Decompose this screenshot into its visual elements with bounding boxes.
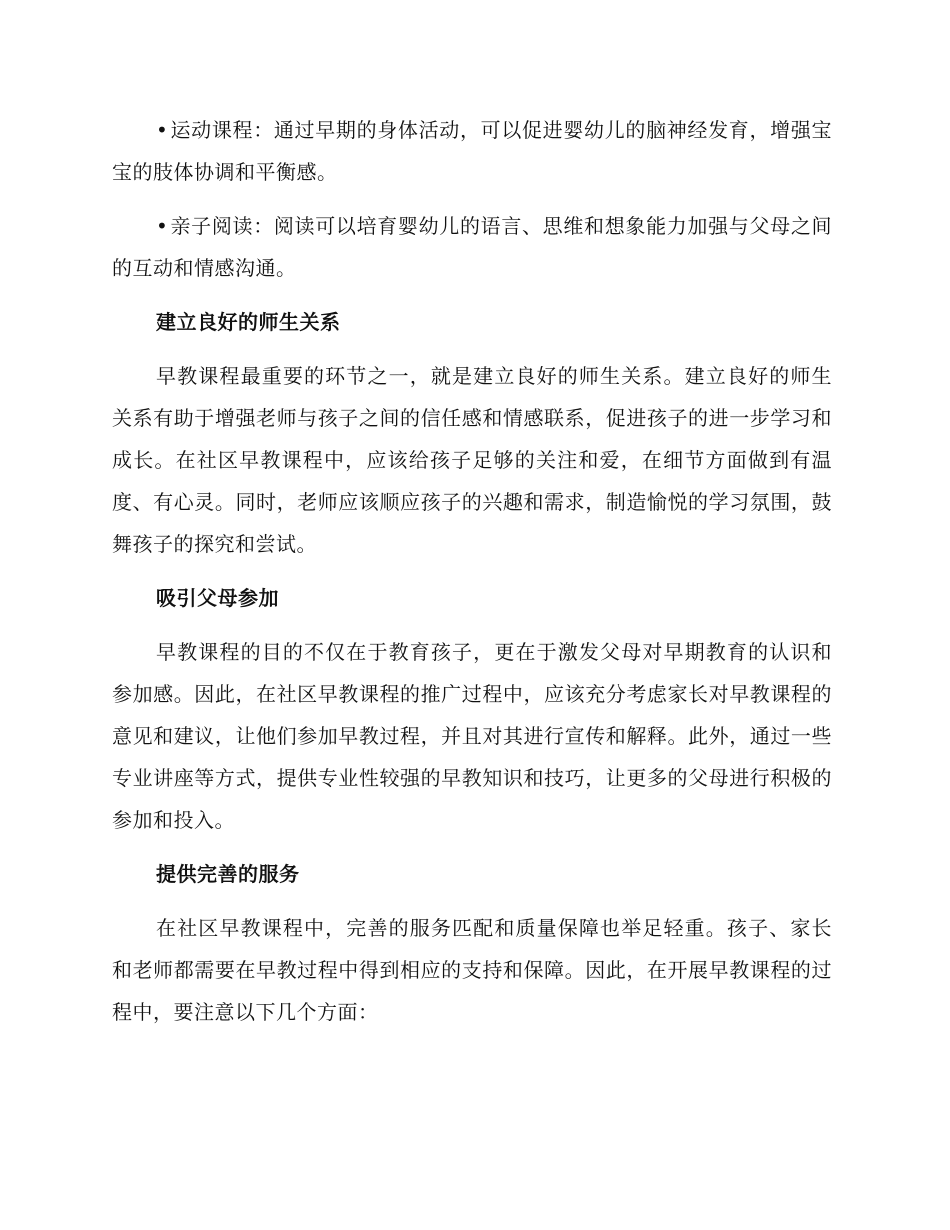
section-heading-teacher-relationship: 建立良好的师生关系 [156, 310, 341, 334]
bullet-icon: • [156, 118, 169, 142]
document-page [112, 109, 832, 1033]
bullet-text: 运动课程：通过早期的身体活动，可以促进婴幼儿的脑神经发育，增强宝宝的肢体协调和平衡感。 [112, 118, 832, 184]
bullet-item-parent-reading [112, 205, 832, 289]
section-body-teacher-relationship: 早教课程最重要的环节之一，就是建立良好的师生关系。建立良好的师生关系有助于增强老师与孩子之间的信任感和情感联系，促进孩子的进一步学习和成长。在社区早教课程中，应该给孩子足够的关注和爱，在细节方面做到有温度、有心灵。同时，老师应该顺应孩子的兴趣和需求，制造愉悦的学习氛围，鼓舞孩子的探究和尝试。 [112, 364, 832, 556]
bullet-item-sports-course [112, 109, 832, 193]
section-body-services: 在社区早教课程中，完善的服务匹配和质量保障也举足轻重。孩子、家长和老师都需要在早教过程中得到相应的支持和保障。因此，在开展早教课程的过程中，要注意以下几个方面： [112, 916, 832, 1024]
section-heading-parent-participation: 吸引父母参加 [156, 586, 279, 610]
bullet-icon: • [156, 214, 169, 238]
section-body-parent-participation: 早教课程的目的不仅在于教育孩子，更在于激发父母对早期教育的认识和参加感。因此，在社区早教课程的推广过程中，应该充分考虑家长对早教课程的意见和建议，让他们参加早教过程，并且对其进行宣传和解释。此外，通过一些专业讲座等方式，提供专业性较强的早教知识和技巧，让更多的父母进行积极的参加和投入。 [112, 640, 832, 832]
section-heading-services: 提供完善的服务 [156, 862, 300, 886]
bullet-text: 亲子阅读：阅读可以培育婴幼儿的语言、思维和想象能力加强与父母之间的互动和情感沟通。 [112, 214, 832, 280]
